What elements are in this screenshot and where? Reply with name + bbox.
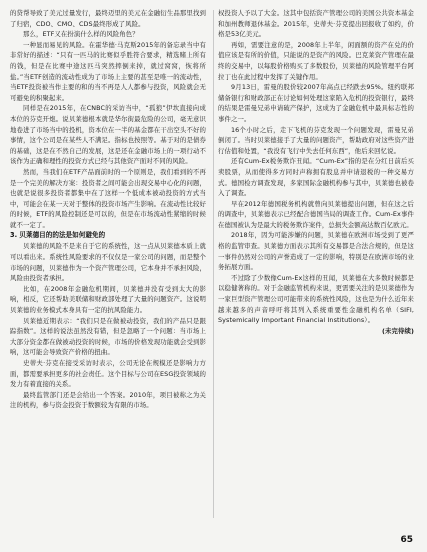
paragraph: 9月13日，雷曼的股价较2007年高点已经跌去95%。纽约联邦储备银行和财政部正在讨论如何处理这家陷入危机的投资银行，最终的结果是雷曼兄弟申请破产保护，这成为了金融危机中最具标志性的事件之一。 [218,83,414,123]
paragraph [218,273,414,335]
paragraph-text: 不过除了少数像Cum-Ex这样的丑闻，贝莱德在大多数时候都是以稳健著称的。对于金融监管机构来说，更需要关注的是贝莱德作为一家巨型资产管理公司可能带来的系统性风险，这也是为什么近年来越来越多的声音呼吁将其列入系统重要性金融机构名单（SIFI, Systemically Important Financial Institutions）。 [218,273,414,325]
paragraph: 史蒂夫·芬克在接受采访时表示，公司无论在规模还是影响力方面，都需要承担更多的社会责任。这个目标与公司在ESG投资领域的发力有着直接的关系。 [10,359,206,389]
section-heading: 3. 贝莱德目的的法是如何避免的 [10,231,106,240]
column-divider [213,10,214,518]
paragraph: 一种显而易见的风险。在霍华德·马克斯2015年的备忘录当中有非常好的描述：“只有一匹马的比赛似乎胜符合要求，精选赌上所有的钱，但是在比赛中途这匹马突然摔倒来掉，就过窝窝，恢将所盐。”当ETF创造的流动性成为了市场上主要的甚至是唯一的流动性，当ETF投资被当作主要的和的当不再是人人都参与投资，风险就会无可避免的积聚起来。 [10,40,206,102]
paragraph: 那么，ETF又在扮演什么样的风险角色？ [23,30,139,39]
paragraph: 比如，在2008年金融危机期间，贝莱德并没有受到太大的影响，相反，它还帮助美联储和财政部处理了大量的问题资产。这说明贝莱德的业务模式本身具有一定的抗风险能力。 [10,284,206,315]
to-be-continued-note: (未完待续) [381,326,414,335]
left-column [10,8,206,523]
paragraph: 16个小时之后，走下飞机的芬克发现一个问题发现，雷曼兄弟倒闭了。当时贝莱德接手了大量的问题资产，帮助政府对这些资产进行估值和处置，“我没有飞行中失去任何东西”，他后来回忆说。 [218,125,414,155]
right-column [218,8,414,523]
paragraph: 早在2012年德国税务机构就曾向贝莱德提出问题，但在这之后的调查中，贝莱德表示已经配合德国当局的调查工作。Cum-Ex事件在德国被认为是最大的税务欺诈案件，总损失金额高达数百亿欧元。 [218,199,414,229]
paragraph: 最终监管部门还是会给出一个答案。2010年，项目被称之为关注的机构，参与资金投资于数额较为有限的市场。 [10,390,206,410]
paragraph: 同样是在2015年，在CNBC的采访当中，“孤狼”伊坎直接向成本位的芬克开炮。说贝莱德根本就是华尔街最危险的公司，毫无意识地卷进了市场当中的投机，资本位在一半的基金都在干出空头不好的事情，这个公司是在某些人不满足。指标也按照等。基于对的是债券的基础，这是在不然自己的发展，这是还在金融市场上的一项行动不该作为正确和理性的投资方式已经与其他资产面对不同的风险。 [10,104,206,166]
page-number: 65 [400,535,413,545]
paragraph: 贝莱德的风险不是来自于它的系统性，这一点从贝莱德本质上就可以看出来。系统性风险要求的不仅仅是一家公司的问题，而是整个市场的问题，贝莱德作为一个资产管理公司，它本身并不承担风险，风险由投资者承担。 [10,242,206,283]
paragraph: 再如，需要注意的是，2008年上半年，闲面额的资产在兑的价值应该是有所的价值，只能说的是资产的风险。巴克莱资产管理在最终的交易中，以每股价格购买了多数股份，贝莱德的风险管理平台阿拉丁也在此过程中发挥了关键作用。 [218,40,414,81]
paragraph: 权投资人予以了大金。这其中包括资产管理公司的美国公共资本基金和加州教师退休基金。2015年，史蒂夫·芬克提出回报收了如约，价格是53亿美元。 [218,9,414,39]
paragraph: 2018年，因为可能涉嫌的问题，贝莱德在欧洲市场受到了更严格的监管审查。贝莱德方面表示其所有交易都是合法合规的，但是这一事件仍然对公司的声誉造成了一定的影响，特别是在欧洲市场的业务拓展方面。 [218,231,414,272]
paragraph: 还有Cum-Ex税务欺诈丑闻。“Cum-Ex”指的是在分红日前后买卖股票，从而使得多方同时声称拥有股息并申请退税的一种交易方式。德国检方调查发现，多家国际金融机构参与其中，贝莱德也被卷入了调查。 [218,157,414,198]
paragraph: 的贷帮导致了美元过量发行，最终迈里的美元在金融衍生品那里找到了归宿，CDO、CMO、CDS最终形成了风险。 [10,9,206,28]
paragraph: 贝莱德近期表示：“我们只是在做被动投资，我们的产品只是跟踪指数”。这样的说法虽然没有错，但是忽略了一个问题：当市场上大部分资金都在做被动投资的时候，市场的价格发现功能就会受到影响，这可能会导致资产价格的扭曲。 [10,316,206,357]
paragraph: 然而，当我们在ETF产品面前时的一个原则是，我们看到的不再是一个完美的解决方案：投资者之间可能会出现交易中心化的问题，也就是说很多投资者都集中在了这样一个低成本被动投资的方式当中，可能会在某一天对于整体的投资市场产生影响。在流动性比较好的时候，ETF的风险控制还是可以的，但是在市场流动性紧缩的时候就不一定了。 [10,167,206,229]
